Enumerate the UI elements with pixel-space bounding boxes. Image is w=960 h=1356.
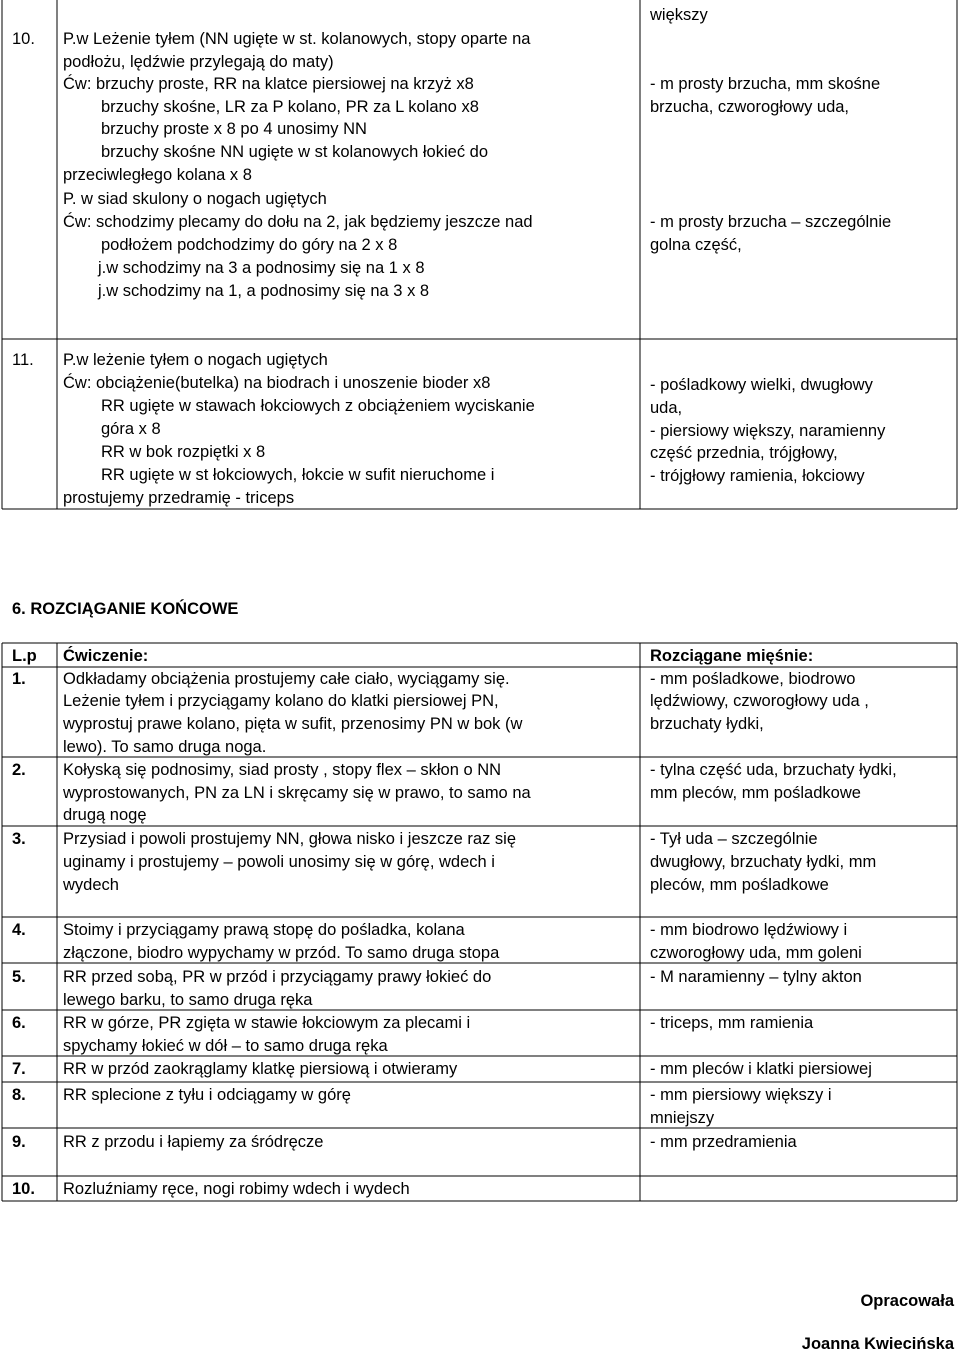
- exercise-line: brzuchy skośne, LR za P kolano, PR za L kolano x8: [101, 98, 479, 116]
- muscles-line: - mm pleców i klatki piersiowej: [650, 1060, 872, 1078]
- exercise-line: Kołyską się podnosimy, siad prosty , stopy flex – skłon o NN: [63, 761, 502, 779]
- exercise-line: RR ugięte w st łokciowych, łokcie w sufit nieruchome i: [101, 466, 495, 484]
- muscles-line: część przednia, trójgłowy,: [650, 444, 838, 462]
- row-number: 1.: [12, 670, 26, 688]
- muscles-line: - mm pośladkowe, biodrowo: [650, 670, 856, 688]
- exercise-line: P. w siad skulony o nogach ugiętych: [63, 190, 327, 208]
- exercise-line: prostujemy przedramię - triceps: [63, 489, 295, 507]
- muscles-line: - piersiowy większy, naramienny: [650, 422, 886, 440]
- exercise-line: Ćw: obciążenie(butelka) na biodrach i unoszenie bioder x8: [63, 374, 491, 392]
- exercise-line: P.w Leżenie tyłem (NN ugięte w st. kolanowych, stopy oparte na: [63, 30, 531, 48]
- exercise-line: j.w schodzimy na 3 a podnosimy się na 1 x 8: [98, 259, 425, 277]
- muscles-line: - m prosty brzucha – szczególnie: [650, 213, 892, 231]
- row-number: 9.: [12, 1133, 26, 1151]
- author-name: Joanna Kwiecińska: [801, 1335, 954, 1353]
- exercise-line: drugą nogę: [63, 806, 147, 824]
- exercise-line: RR z przodu i łapiemy za śródręcze: [63, 1133, 324, 1151]
- exercise-line: Stoimy i przyciągamy prawą stopę do pośladka, kolana: [63, 921, 465, 939]
- exercise-line: Rozluźniamy ręce, nogi robimy wdech i wydech: [63, 1180, 410, 1198]
- muscles-line: pleców, mm pośladkowe: [650, 876, 829, 894]
- muscles-line: większy: [650, 6, 708, 24]
- exercise-line: podłożem podchodzimy do góry na 2 x 8: [101, 236, 398, 254]
- row-number: 11.: [12, 351, 34, 369]
- exercise-line: Leżenie tyłem i przyciągamy kolano do klatki piersiowej PN,: [63, 692, 499, 710]
- exercise-line: P.w leżenie tyłem o nogach ugiętych: [63, 351, 328, 369]
- row-number: 5.: [12, 968, 26, 986]
- exercise-line: RR w przód zaokrąglamy klatkę piersiową i otwieramy: [63, 1060, 458, 1078]
- muscles-line: brzucha, czworogłowy uda,: [650, 98, 850, 116]
- exercise-line: góra x 8: [101, 420, 161, 438]
- prepared-by-label: Opracowała: [860, 1292, 954, 1310]
- row-number: 10.: [12, 1180, 35, 1198]
- muscles-line: - M naramienny – tylny akton: [650, 968, 862, 986]
- muscles-line: dwugłowy, brzuchaty łydki, mm: [650, 853, 877, 871]
- exercise-line: uginamy i prostujemy – powoli unosimy się w górę, wdech i: [63, 853, 495, 871]
- muscles-line: - mm piersiowy większy i: [650, 1086, 832, 1104]
- muscles-line: mniejszy: [650, 1109, 715, 1127]
- muscles-line: - trójgłowy ramienia, łokciowy: [650, 467, 865, 485]
- muscles-line: - m prosty brzucha, mm skośne: [650, 75, 881, 93]
- exercise-line: przeciwległego kolana x 8: [63, 166, 252, 184]
- exercise-line: lewego barku, to samo druga ręka: [63, 991, 313, 1009]
- muscles-line: uda,: [650, 399, 683, 417]
- column-header-muscles: Rozciągane mięśnie:: [650, 647, 814, 665]
- row-number: 8.: [12, 1086, 26, 1104]
- exercise-line: RR splecione z tyłu i odciągamy w górę: [63, 1086, 351, 1104]
- exercise-line: RR ugięte w stawach łokciowych z obciążeniem wyciskanie: [101, 397, 535, 415]
- exercise-line: spychamy łokieć w dół – to samo druga ręka: [63, 1037, 388, 1055]
- exercise-line: wyprostuj prawe kolano, pięta w sufit, przenosimy PN w bok (w: [63, 715, 523, 733]
- column-header-exercise: Ćwiczenie:: [63, 647, 149, 665]
- column-header-lp: L.p: [12, 647, 37, 665]
- muscles-line: - Tył uda – szczególnie: [650, 830, 818, 848]
- muscles-line: brzuchaty łydki,: [650, 715, 764, 733]
- exercise-line: lewo). To samo druga noga.: [63, 738, 267, 756]
- exercise-line: RR przed sobą, PR w przód i przyciągamy prawy łokieć do: [63, 968, 492, 986]
- muscles-line: - mm biodrowo lędźwiowy i: [650, 921, 848, 939]
- exercise-line: j.w schodzimy na 1, a podnosimy się na 3 x 8: [98, 282, 430, 300]
- row-number: 6.: [12, 1014, 26, 1032]
- row-number: 2.: [12, 761, 26, 779]
- exercise-line: podłożu, lędźwie przylegają do maty): [63, 53, 334, 71]
- muscles-line: - triceps, mm ramienia: [650, 1014, 814, 1032]
- row-number: 7.: [12, 1060, 26, 1078]
- muscles-line: czworogłowy uda, mm goleni: [650, 944, 862, 962]
- exercise-line: RR w bok rozpiętki x 8: [101, 443, 266, 461]
- muscles-line: - mm przedramienia: [650, 1133, 797, 1151]
- exercise-line: wyprostowanych, PN za LN i skręcamy się w prawo, to samo na: [63, 784, 531, 802]
- muscles-line: golna część,: [650, 236, 742, 254]
- exercise-line: brzuchy skośne NN ugięte w st kolanowych łokieć do: [101, 143, 489, 161]
- exercise-line: Przysiad i powoli prostujemy NN, głowa nisko i jeszcze raz się: [63, 830, 516, 848]
- exercise-line: RR w górze, PR zgięta w stawie łokciowym za plecami i: [63, 1014, 471, 1032]
- exercise-line: wydech: [63, 876, 119, 894]
- muscles-line: - pośladkowy wielki, dwugłowy: [650, 376, 873, 394]
- muscles-line: mm pleców, mm pośladkowe: [650, 784, 861, 802]
- row-number: 4.: [12, 921, 26, 939]
- exercise-line: brzuchy proste x 8 po 4 unosimy NN: [101, 120, 367, 138]
- row-number: 10.: [12, 30, 35, 48]
- exercise-line: złączone, biodro wypychamy w przód. To samo druga stopa: [63, 944, 500, 962]
- muscles-line: lędźwiowy, czworogłowy uda ,: [650, 692, 869, 710]
- exercise-line: Odkładamy obciążenia prostujemy całe ciało, wyciągamy się.: [63, 670, 510, 688]
- exercise-line: Ćw: schodzimy plecamy do dołu na 2, jak będziemy jeszcze nad: [63, 213, 533, 231]
- exercise-line: Ćw: brzuchy proste, RR na klatce piersiowej na krzyż x8: [63, 75, 474, 93]
- row-number: 3.: [12, 830, 26, 848]
- muscles-line: - tylna część uda, brzuchaty łydki,: [650, 761, 897, 779]
- section-heading: 6. ROZCIĄGANIE KOŃCOWE: [12, 600, 239, 618]
